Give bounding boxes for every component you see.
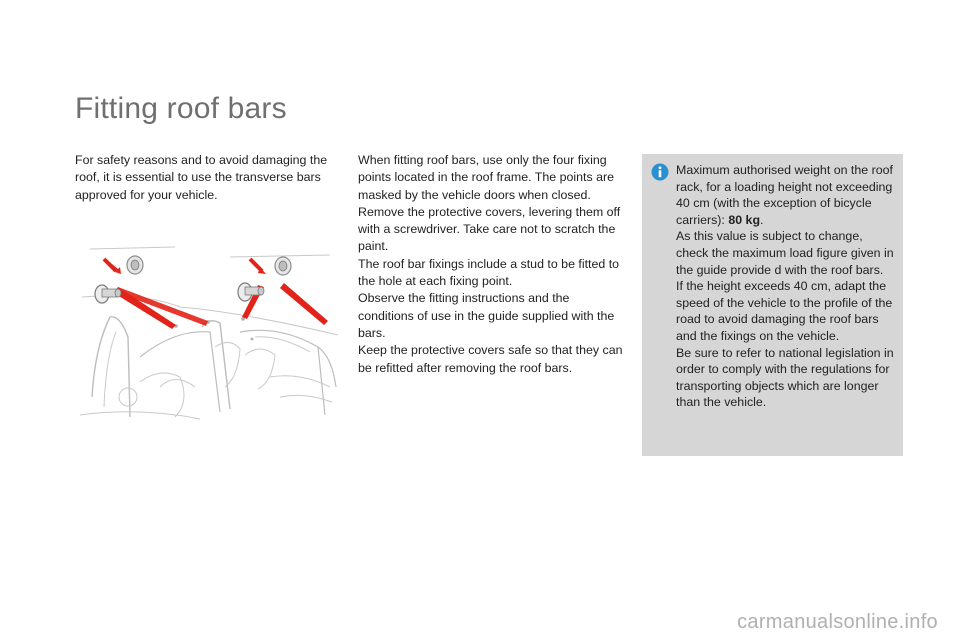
max-weight-value: 80 kg bbox=[728, 212, 761, 227]
intro-column bbox=[75, 152, 340, 204]
instruction-paragraph: The roof bar fixings include a stud to be fitted to the hole at each fixing point. bbox=[358, 256, 620, 289]
roof-fixing-illustration bbox=[80, 237, 338, 422]
max-weight-text: Maximum authorised weight on the roof rack, for a loading height not exceeding 40 cm (with the exception of bicycle carriers): bbox=[676, 163, 893, 227]
watermark: carmanualsonline.info bbox=[737, 611, 938, 633]
info-paragraph: As this value is subject to change, check the maximum load figure given in the guide provide d with the roof bars. bbox=[676, 229, 894, 277]
instruction-paragraph: Observe the fitting instructions and the conditions of use in the guide supplied with the bars. bbox=[358, 291, 615, 340]
info-icon bbox=[651, 163, 669, 181]
max-weight-paragraph bbox=[676, 162, 898, 228]
info-box-text bbox=[676, 162, 898, 411]
info-paragraph: If the height exceeds 40 cm, adapt the speed of the vehicle to the profile of the road to avoid damaging the roof bars and the fixings on the vehicle. bbox=[676, 279, 893, 343]
instruction-paragraph: Remove the protective covers, levering them off with a screwdriver. Take care not to scratch the paint. bbox=[358, 204, 621, 254]
intro-paragraph: For safety reasons and to avoid damaging the roof, it is essential to use the transverse bars approved for your vehicle. bbox=[75, 153, 328, 202]
instruction-paragraph: Keep the protective covers safe so that they can be refitted after removing the roof bars. bbox=[358, 343, 623, 375]
instruction-paragraph: When fitting roof bars, use only the four fixing points located in the roof frame. The points are masked by the vehicle doors when closed. bbox=[358, 153, 614, 202]
instructions-column bbox=[358, 152, 626, 377]
info-paragraph: Be sure to refer to national legislation in order to comply with the regulations for transporting objects which are longer than the vehicle. bbox=[676, 345, 894, 410]
page-title: Fitting roof bars bbox=[75, 92, 287, 125]
max-weight-suffix: . bbox=[760, 212, 764, 227]
